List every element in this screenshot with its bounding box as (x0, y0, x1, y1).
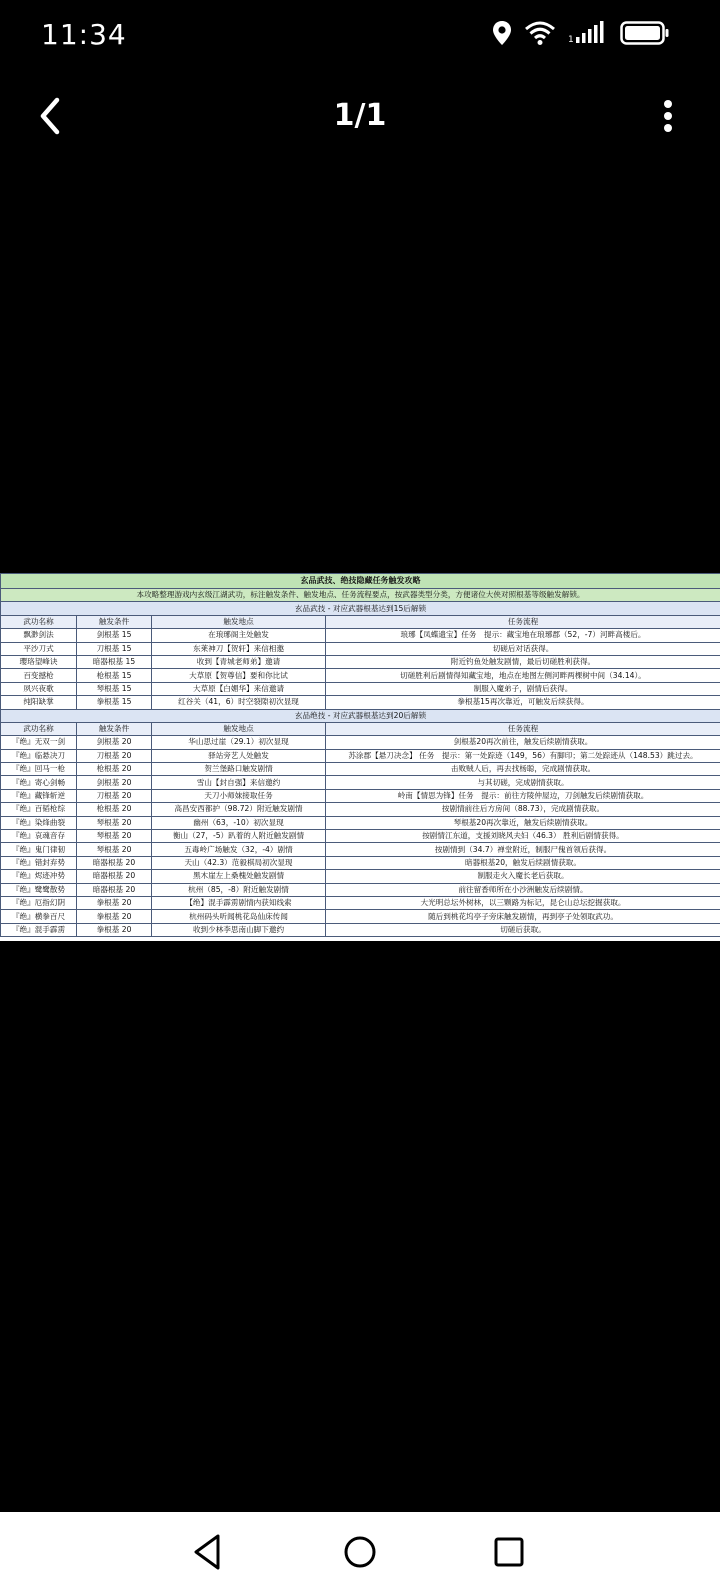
nav-recents-square-icon[interactable] (487, 1530, 531, 1574)
battery-icon (620, 20, 670, 46)
table-cell: 『绝』染烽曲裂 (1, 816, 77, 829)
nav-back-triangle-icon[interactable] (186, 1530, 230, 1574)
table-cell: 『绝』混手霹雳 (1, 923, 77, 936)
table-row (1, 763, 720, 776)
table-cell: 剑根基 20 (77, 776, 152, 789)
table-cell: 华山思过崖（29.1）初次显现 (152, 736, 326, 749)
table-cell: 『绝』横拳百尺 (1, 910, 77, 923)
column-header: 任务流程 (326, 722, 720, 735)
table-cell: 杭州码头听闻桃花岛仙床传闻 (152, 910, 326, 923)
section-header-row (1, 709, 720, 722)
table-cell: 『绝』哀魂音存 (1, 830, 77, 843)
table-cell: 刀根基 20 (77, 749, 152, 762)
table-cell: 黑木崖左上桑槐处触发剧情 (152, 870, 326, 883)
table-cell: 杭州（85，-8）附近触发剧情 (152, 883, 326, 896)
table-row (1, 830, 720, 843)
table-row (1, 870, 720, 883)
table-cell: 『绝』无双一剑 (1, 736, 77, 749)
table-cell: 刀根基 15 (77, 642, 152, 655)
table-cell: 随后到桃花坞亭子旁床触发剧情，再到亭子处领取武功。 (326, 910, 720, 923)
column-header: 触发条件 (77, 615, 152, 628)
table-cell: 『绝』鬼门律韧 (1, 843, 77, 856)
table-cell: 暗器根基 20 (77, 870, 152, 883)
svg-text:1: 1 (568, 35, 574, 45)
table-cell: 附近钓鱼处触发剧情，最后切磋胜利获得。 (326, 655, 720, 668)
table-row (1, 910, 720, 923)
table-row (1, 629, 720, 642)
table-cell: 切磋胜利后剧情得知藏宝地，地点在地图左侧河畔两棵树中间（34.14）。 (326, 669, 720, 682)
table-cell: 大草原【白媚华】来信邀请 (152, 682, 326, 695)
table-cell: 暗器根基 20 (77, 856, 152, 869)
table-cell: 剑根基 20 (77, 736, 152, 749)
table-cell: 天山（42.3）范毅棋局初次显现 (152, 856, 326, 869)
table-cell: 枪根基 20 (77, 803, 152, 816)
section-header-row (1, 602, 720, 615)
table-row (1, 696, 720, 709)
table-cell: 『绝』寄心剑畅 (1, 776, 77, 789)
table-cell: 高昌安西都护（98.72）附近触发剧情 (152, 803, 326, 816)
table-cell: 拳根基 20 (77, 910, 152, 923)
location-icon (492, 20, 512, 46)
table-row (1, 896, 720, 909)
table-cell: 切磋后获取。 (326, 923, 720, 936)
system-nav-bar (0, 1512, 720, 1592)
table-cell: 苏涂郡【悬刀决念】 任务 提示：第一处踪迹（149，56）有脚印；第二处踪迹从（148.53）跳过去。 (326, 749, 720, 762)
table-cell: 在琅琊阁主处触发 (152, 629, 326, 642)
table-cell: 刀根基 20 (77, 789, 152, 802)
column-header-row (1, 615, 720, 628)
column-header-row (1, 722, 720, 735)
table-cell: 剑根基 15 (77, 629, 152, 642)
nav-home-circle-icon[interactable] (338, 1530, 382, 1574)
page-counter: 1/1 (333, 98, 387, 133)
table-cell: 雪山【封自强】来信邀约 (152, 776, 326, 789)
status-icons (492, 20, 670, 46)
table-row (1, 682, 720, 695)
table-cell: 制服入魔弟子，剧情后获得。 (326, 682, 720, 695)
table-cell: 纯阳缺掌 (1, 696, 77, 709)
viewer-top-bar (0, 80, 720, 152)
table-cell: 【绝】混手霹雳剧情内获知线索 (152, 896, 326, 909)
column-header: 武功名称 (1, 722, 77, 735)
table-cell: 琴根基 20 (77, 843, 152, 856)
table-cell: 五毒岭广场触发（32，-4）剧情 (152, 843, 326, 856)
table-cell: 与其切磋，完成剧情获取。 (326, 776, 720, 789)
table-cell: 大草原【贺尊信】要和你比试 (152, 669, 326, 682)
table-row (1, 883, 720, 896)
table-cell: 贺兰堡路口触发剧情 (152, 763, 326, 776)
table-cell: 制服走火入魔长老后获取。 (326, 870, 720, 883)
table-cell: 收到【青城老师弟】邀请 (152, 655, 326, 668)
table-cell: 百变撼枪 (1, 669, 77, 682)
column-header: 武功名称 (1, 615, 77, 628)
table-cell: 『绝』厄指幻阴 (1, 896, 77, 909)
table-cell: 拳根基 20 (77, 896, 152, 909)
column-header: 触发地点 (152, 615, 326, 628)
table-cell: 暗器根基 20 (77, 883, 152, 896)
table-cell: 收到少林李思南山脚下邀约 (152, 923, 326, 936)
table-cell: 前往留香师所在小沙洲触发后续剧情。 (326, 883, 720, 896)
column-header: 任务流程 (326, 615, 720, 628)
table-row (1, 856, 720, 869)
table-cell: 暗器根基20，触发后续剧情获取。 (326, 856, 720, 869)
table-cell: 平沙刀式 (1, 642, 77, 655)
table-cell: 幽州（63，-10）初次显现 (152, 816, 326, 829)
wifi-icon (524, 20, 556, 46)
status-bar (0, 0, 720, 74)
section-title: 玄品绝技 - 对应武器根基达到20后解锁 (1, 709, 720, 722)
table-cell: 『绝』临悬决刀 (1, 749, 77, 762)
column-header: 触发地点 (152, 722, 326, 735)
table-row (1, 655, 720, 668)
table-cell: 琴根基20再次靠近，触发后续剧情获取。 (326, 816, 720, 829)
table-row (1, 816, 720, 829)
table-cell: 驿站旁艺人处触发 (152, 749, 326, 762)
document-image[interactable] (0, 573, 720, 941)
table-cell: 拳根基15再次靠近，可触发后续获得。 (326, 696, 720, 709)
table-cell: 『绝』百韬枪综 (1, 803, 77, 816)
table-title: 玄品武技、绝技隐藏任务触发攻略 (1, 574, 720, 589)
table-cell: 『绝』回马一枪 (1, 763, 77, 776)
table-cell: 『绝』错封弃势 (1, 856, 77, 869)
table-row (1, 749, 720, 762)
more-options-icon[interactable] (662, 98, 674, 134)
table-cell: 拳根基 20 (77, 923, 152, 936)
status-time: 11:34 (41, 18, 127, 51)
table-cell: 琴根基 20 (77, 816, 152, 829)
table-intro: 本攻略整理游戏内玄级江湖武功，标注触发条件、触发地点、任务流程要点，按武器类型分类，方便诸位大侠对照根基等级触发解锁。 (1, 589, 720, 602)
table-row (1, 803, 720, 816)
table-row (1, 789, 720, 802)
table-cell: 琴根基 20 (77, 830, 152, 843)
table-cell: 飘渺剑法 (1, 629, 77, 642)
table-cell: 琴根基 15 (77, 682, 152, 695)
table-cell: 『绝』藏锋斩逆 (1, 789, 77, 802)
table-cell: 夙兴夜歌 (1, 682, 77, 695)
table-row (1, 843, 720, 856)
table-cell: 衡山（27，-5）趴着的人附近触发剧情 (152, 830, 326, 843)
table-cell: 按剧情江东道，支援刘晓风夫妇（46.3） 胜利后剧情获得。 (326, 830, 720, 843)
table-cell: 岭南【情思为锋】任务 提示：前往方陵仲屋边，刀剑触发后续剧情获取。 (326, 789, 720, 802)
table-row (1, 736, 720, 749)
table-cell: 按剧情到（34.7）禅堂附近，制服尸傀首领后获得。 (326, 843, 720, 856)
table-cell: 『绝』鹭鹭散势 (1, 883, 77, 896)
guide-table (0, 573, 720, 937)
section-title: 玄品武技 - 对应武器根基达到15后解锁 (1, 602, 720, 615)
table-row (1, 776, 720, 789)
table-cell: 璎珞望峰诀 (1, 655, 77, 668)
table-cell: 『绝』烬迹冲势 (1, 870, 77, 883)
table-cell: 红谷关（41，6）时空裂隙初次显现 (152, 696, 326, 709)
table-cell: 大光明总坛外树林，以三颗路为标记，昆仑山总坛挖掘获取。 (326, 896, 720, 909)
table-cell: 拳根基 15 (77, 696, 152, 709)
table-cell: 击败贼人后，再去找杨聪，完成剧情获取。 (326, 763, 720, 776)
table-cell: 暗器根基 15 (77, 655, 152, 668)
table-cell: 按剧情前往后方房间（88.73），完成剧情获取。 (326, 803, 720, 816)
table-cell: 天刀小师妹接取任务 (152, 789, 326, 802)
table-cell: 剑根基20再次前往，触发后续剧情获取。 (326, 736, 720, 749)
table-row (1, 669, 720, 682)
table-cell: 枪根基 20 (77, 763, 152, 776)
table-cell: 切磋后对话获得。 (326, 642, 720, 655)
table-cell: 琅琊【凤蝶遗宝】任务 提示：藏宝地在琅琊郡（52，-7）河畔高楼后。 (326, 629, 720, 642)
signal-icon (568, 20, 608, 46)
table-cell: 东莱神刀【贺轩】来信相邀 (152, 642, 326, 655)
table-cell: 枪根基 15 (77, 669, 152, 682)
table-row (1, 923, 720, 936)
column-header: 触发条件 (77, 722, 152, 735)
table-row (1, 642, 720, 655)
